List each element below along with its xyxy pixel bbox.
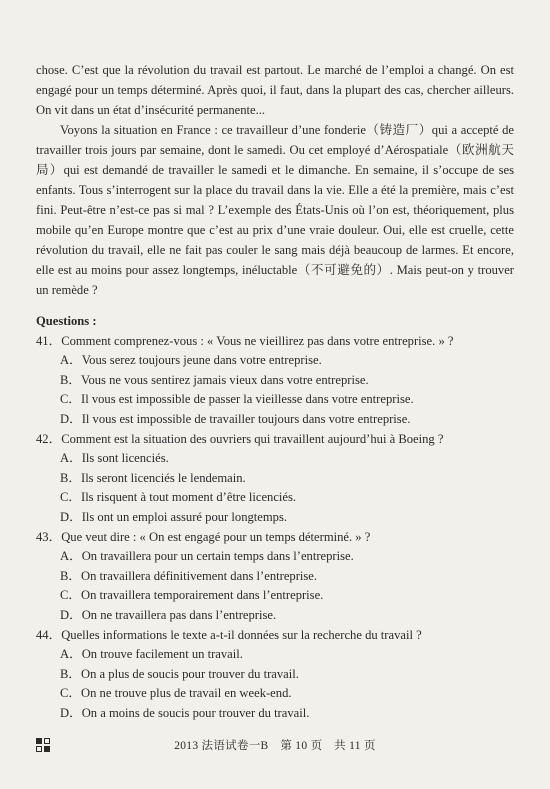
option-c: C．On ne trouve plus de travail en week-end. — [60, 686, 292, 700]
option-d: D．On ne travaillera pas dans l’entreprise. — [60, 607, 277, 622]
question-42 — [36, 429, 514, 527]
option-a: A．Ils sont licenciés. — [60, 451, 169, 465]
option-b: B．On travaillera définitivement dans l’entreprise. — [60, 568, 318, 583]
answer-options — [36, 351, 514, 429]
option-a: A．Vous serez toujours jeune dans votre entreprise. — [60, 353, 322, 367]
option-d: D．Il vous est impossible de travailler toujours dans votre entreprise. — [60, 411, 411, 426]
option-b: B．Ils seront licenciés le lendemain. — [60, 470, 246, 485]
option-b: B．Vous ne vous sentirez jamais vieux dans votre entreprise. — [60, 372, 369, 387]
question-43 — [36, 527, 514, 625]
question-44 — [36, 625, 514, 723]
question-stem: 41．Comment comprenez-vous : « Vous ne vieillirez pas dans votre entreprise. » ? — [36, 334, 454, 348]
answer-options — [36, 547, 514, 625]
option-d: D．On a moins de soucis pour trouver du travail. — [60, 705, 310, 720]
question-41 — [36, 331, 514, 429]
passage-paragraph-2: Voyons la situation en France : ce travailleur d’une fonderie（铸造厂）qui a accepté de travailler trois jours par semaine, dont le samedi. Ou cet employé d’Aérospatiale（欧洲航天局）qui est demandé de travailler le samedi et le dimanche. En semaine, il s’occupe de ses enfants. Tous s’interrogent sur la place du travail dans la vie. Elle a été la première, mais c’est fini. Peut-être n’est-ce pas si mal ? L’exemple des États-Unis où l’on est, théoriquement, plus mobile qu’en Europe montre que c’est au prix d’une vraie douleur. Oui, elle est cruelle, cette révolution du travail, elle ne fait pas couler le sang mais déjà beaucoup de larmes. Et encore, elle est au moins pour assez longtemps, inéluctable（不可避免的）. Mais peut-on y trouver un remède ? — [36, 123, 514, 297]
option-c: C．Ils risquent à tout moment d’être licenciés. — [60, 490, 297, 504]
option-a: A．On travaillera pour un certain temps dans l’entreprise. — [60, 549, 354, 563]
question-stem: 43．Que veut dire : « On est engagé pour un temps déterminé. » ? — [36, 530, 371, 544]
questions-list — [36, 331, 514, 723]
question-stem: 42．Comment est la situation des ouvriers qui travaillent aujourd’hui à Boeing ? — [36, 432, 444, 446]
page-footer: 2013 法语试卷一B 第 10 页 共 11 页 — [174, 740, 376, 752]
option-d: D．Ils ont un emploi assuré pour longtemps. — [60, 509, 288, 524]
questions-heading: Questions : — [36, 314, 97, 328]
option-c: C．Il vous est impossible de passer la vieillesse dans votre entreprise. — [60, 392, 414, 406]
option-a: A．On trouve facilement un travail. — [60, 647, 243, 661]
answer-options — [36, 645, 514, 723]
option-b: B．On a plus de soucis pour trouver du travail. — [60, 666, 299, 681]
question-stem: 44．Quelles informations le texte a-t-il données sur la recherche du travail ? — [36, 628, 422, 642]
option-c: C．On travaillera temporairement dans l’entreprise. — [60, 588, 324, 602]
passage-paragraph-1: chose. C’est que la révolution du travail est partout. Le marché de l’emploi a changé. On est engagé pour un temps déterminé. Après quoi, il faut, dans la plupart des cas, chercher ailleurs. On vit dans un état d’insécurité permanente... — [36, 63, 514, 117]
answer-options — [36, 449, 514, 527]
